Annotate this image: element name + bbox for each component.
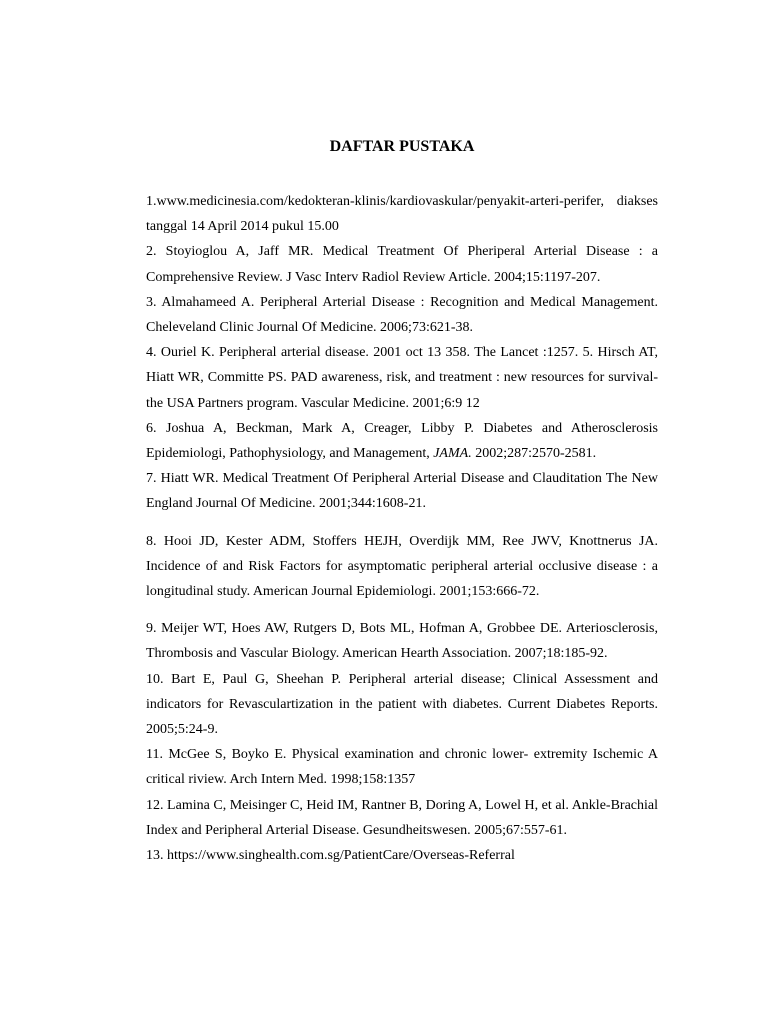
reference-6-text: 6. Joshua A, Beckman, Mark A, Creager, Libby P. Diabetes and Atherosclerosis Epidemiologi, Pathophysiology, and Management, (146, 420, 658, 462)
reference-item-1: 1.www.medicinesia.com/kedokteran-klinis/kardiovaskular/penyakit-arteri-perifer, diakses tanggal 14 April 2014 pukul 15.00 (146, 194, 658, 235)
reference-item-10: 10. Bart E, Paul G, Sheehan P. Peripheral arterial disease; Clinical Assessment and indicators for Revasculartization in the patient with diabetes. Current Diabetes Reports. 2005;5:24-9. (146, 671, 658, 738)
reference-item-7: 7. Hiatt WR. Medical Treatment Of Peripheral Arterial Disease and Clauditation The New England Journal Of Medicine. 2001;344:1608-21. (146, 471, 658, 512)
reference-item-3: 3. Almahameed A. Peripheral Arterial Disease : Recognition and Medical Management. Cheleveland Clinic Journal Of Medicine. 2006;73:621-38. (146, 294, 658, 336)
reference-item-6 (146, 416, 658, 466)
reference-item-12: 12. Lamina C, Meisinger C, Heid IM, Rantner B, Doring A, Lowel H, et al. Ankle-Brachial Index and Peripheral Arterial Disease. Gesundheitswesen. 2005;67:557-61. (146, 797, 658, 838)
reference-item-4: 4. Ouriel K. Peripheral arterial disease. 2001 oct 13 358. The Lancet :1257. 5. Hirsch AT, Hiatt WR, Committe PS. PAD awareness, risk, and treatment : new resources for survival-the USA Partners program. Vascular Medicine. 2001;6:9 12 (146, 345, 658, 411)
reference-item-8: 8. Hooi JD, Kester ADM, Stoffers HEJH, Overdijk MM, Ree JWV, Knottnerus JA. Incidence of and Risk Factors for asymptomatic peripheral arterial occlusive disease : a longitudinal study. American Journal Epidemiologi. 2001;153:666-72. (146, 533, 658, 600)
reference-6-journal: JAMA. (433, 446, 472, 462)
page-title: DAFTAR PUSTAKA (329, 138, 475, 155)
reference-item-2: 2. Stoyioglou A, Jaff MR. Medical Treatment Of Pheriperal Arterial Disease : a Comprehensive Review. J Vasc Interv Radiol Review Article. 2004;15:1197-207. (146, 244, 658, 285)
reference-item-9: 9. Meijer WT, Hoes AW, Rutgers D, Bots ML, Hofman A, Grobbee DE. Arteriosclerosis, Thrombosis and Vascular Biology. American Hearth Association. 2007;18:185-92. (146, 621, 658, 662)
reference-6-citation: 2002;287:2570-2581. (471, 446, 597, 462)
reference-item-11: 11. McGee S, Boyko E. Physical examination and chronic lower- extremity Ischemic A critical riview. Arch Intern Med. 1998;158:1357 (146, 747, 658, 788)
reference-item-13: 13. https://www.singhealth.com.sg/PatientCare/Overseas-Referral (146, 848, 515, 864)
reference-list (146, 189, 658, 868)
